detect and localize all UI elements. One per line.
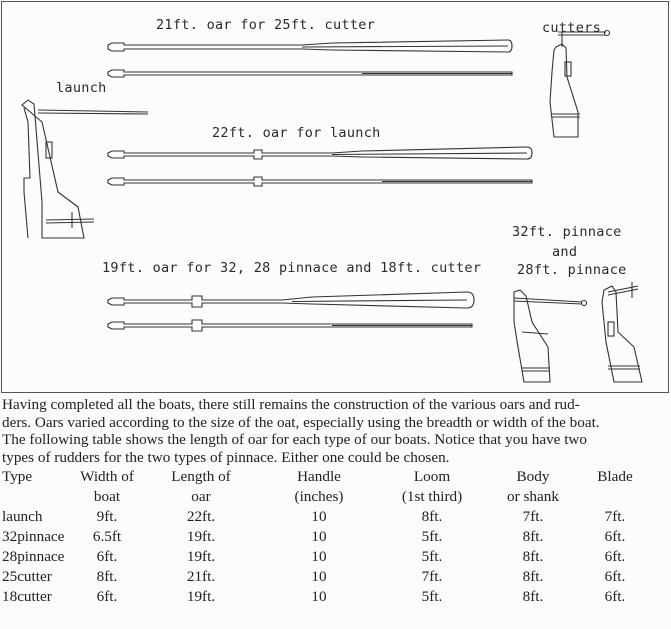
cutter-oar-top-view — [108, 40, 512, 52]
cutters-rudder-label: cutters — [542, 20, 601, 36]
paragraph-line: types of rudders for the two types of pinnace. Either one could be chosen. — [2, 448, 450, 466]
cell-loom: 5ft. — [421, 588, 443, 605]
cutter-oar-label: 21ft. oar for 25ft. cutter — [156, 17, 376, 33]
cell-loom: 5ft. — [421, 528, 443, 545]
cell-width: 9ft. — [96, 508, 118, 525]
header-loom-sub: (1st third) — [401, 488, 463, 505]
pinnace-rudders-label-line-3: 28ft. pinnace — [517, 262, 627, 278]
header-handle: Handle — [297, 468, 341, 485]
cell-length: 19ft. — [186, 528, 216, 545]
cell-blade: 6ft. — [604, 568, 626, 585]
paragraph-line: ders. Oars varied according to the size of the oat, especially using the breadth or width of the boat. — [2, 413, 600, 431]
header-loom: Loom — [413, 468, 451, 485]
oar-dimensions-table — [2, 467, 650, 607]
cell-width: 6.5ft — [92, 528, 122, 545]
header-body-sub: or shank — [507, 488, 559, 505]
pinnace-32-rudder — [514, 290, 587, 382]
cell-type: 32pinnace — [2, 528, 65, 545]
table-row — [2, 587, 650, 607]
cell-body: 8ft. — [522, 568, 544, 585]
cell-width: 8ft. — [96, 568, 118, 585]
oars-and-rudders-figure — [1, 1, 669, 393]
header-blade-sub — [580, 487, 650, 507]
cell-type: 18cutter — [2, 588, 52, 605]
cell-body: 8ft. — [522, 588, 544, 605]
pinnace-28-rudder — [602, 282, 642, 382]
cell-loom: 7ft. — [421, 568, 443, 585]
header-length: Length of — [171, 468, 231, 485]
cell-blade: 7ft. — [604, 508, 626, 525]
table-header-row-2 — [2, 487, 650, 507]
cell-handle: 10 — [311, 528, 327, 545]
cell-blade: 6ft. — [604, 548, 626, 565]
cell-length: 19ft. — [186, 548, 216, 565]
cutter-oar-side-view — [108, 70, 512, 77]
pinnace-oar-label: 19ft. oar for 32, 28 pinnace and 18ft. cutter — [102, 260, 482, 276]
oars-drawing — [2, 2, 668, 392]
header-type-sub — [2, 487, 72, 507]
intro-paragraph — [2, 396, 668, 466]
launch-rudder — [22, 100, 148, 238]
cutter-rudder — [550, 31, 610, 138]
cell-handle: 10 — [311, 548, 327, 565]
launch-oar-side-view — [108, 177, 532, 186]
table-row — [2, 567, 650, 587]
pinnace-oar-top-view — [108, 292, 474, 308]
table-row — [2, 547, 650, 567]
cell-width: 6ft. — [96, 588, 118, 605]
cell-type: 25cutter — [2, 568, 52, 585]
pinnace-rudders-label-line-2: and — [552, 244, 578, 260]
cell-blade: 6ft. — [604, 588, 626, 605]
cell-blade: 6ft. — [604, 528, 626, 545]
header-handle-sub: (inches) — [294, 488, 344, 505]
table-row — [2, 507, 650, 527]
launch-rudder-label: launch — [56, 80, 107, 96]
cell-handle: 10 — [311, 568, 327, 585]
cell-handle: 10 — [311, 508, 327, 525]
header-type: Type — [2, 468, 33, 485]
launch-oar-label: 22ft. oar for launch — [212, 125, 381, 141]
table-row — [2, 527, 650, 547]
header-body: Body — [516, 468, 550, 485]
cell-length: 22ft. — [186, 508, 216, 525]
cell-loom: 8ft. — [421, 508, 443, 525]
header-width-sub: boat — [93, 488, 121, 505]
cell-body: 7ft. — [522, 508, 544, 525]
table-header-row-1 — [2, 467, 650, 487]
pinnace-rudders-label-line-1: 32ft. pinnace — [512, 224, 622, 240]
cell-body: 8ft. — [522, 528, 544, 545]
cell-type: launch — [2, 508, 43, 525]
launch-oar-top-view — [108, 147, 532, 159]
paragraph-line: The following table shows the length of oar for each type of our boats. Notice that you have two — [2, 431, 587, 448]
header-blade: Blade — [597, 468, 633, 485]
text-block — [2, 396, 668, 607]
header-length-sub: oar — [191, 488, 211, 505]
cell-body: 8ft. — [522, 548, 544, 565]
cell-type: 28pinnace — [2, 548, 65, 565]
pinnace-oar-side-view — [108, 320, 472, 331]
cell-loom: 5ft. — [421, 548, 443, 565]
header-width: Width of — [80, 468, 134, 485]
paragraph-line: Having completed all the boats, there still remains the construction of the various oars and rud- — [2, 396, 580, 413]
cell-length: 19ft. — [186, 588, 216, 605]
cell-width: 6ft. — [96, 548, 118, 565]
cell-length: 21ft. — [186, 568, 216, 585]
cell-handle: 10 — [311, 588, 327, 605]
